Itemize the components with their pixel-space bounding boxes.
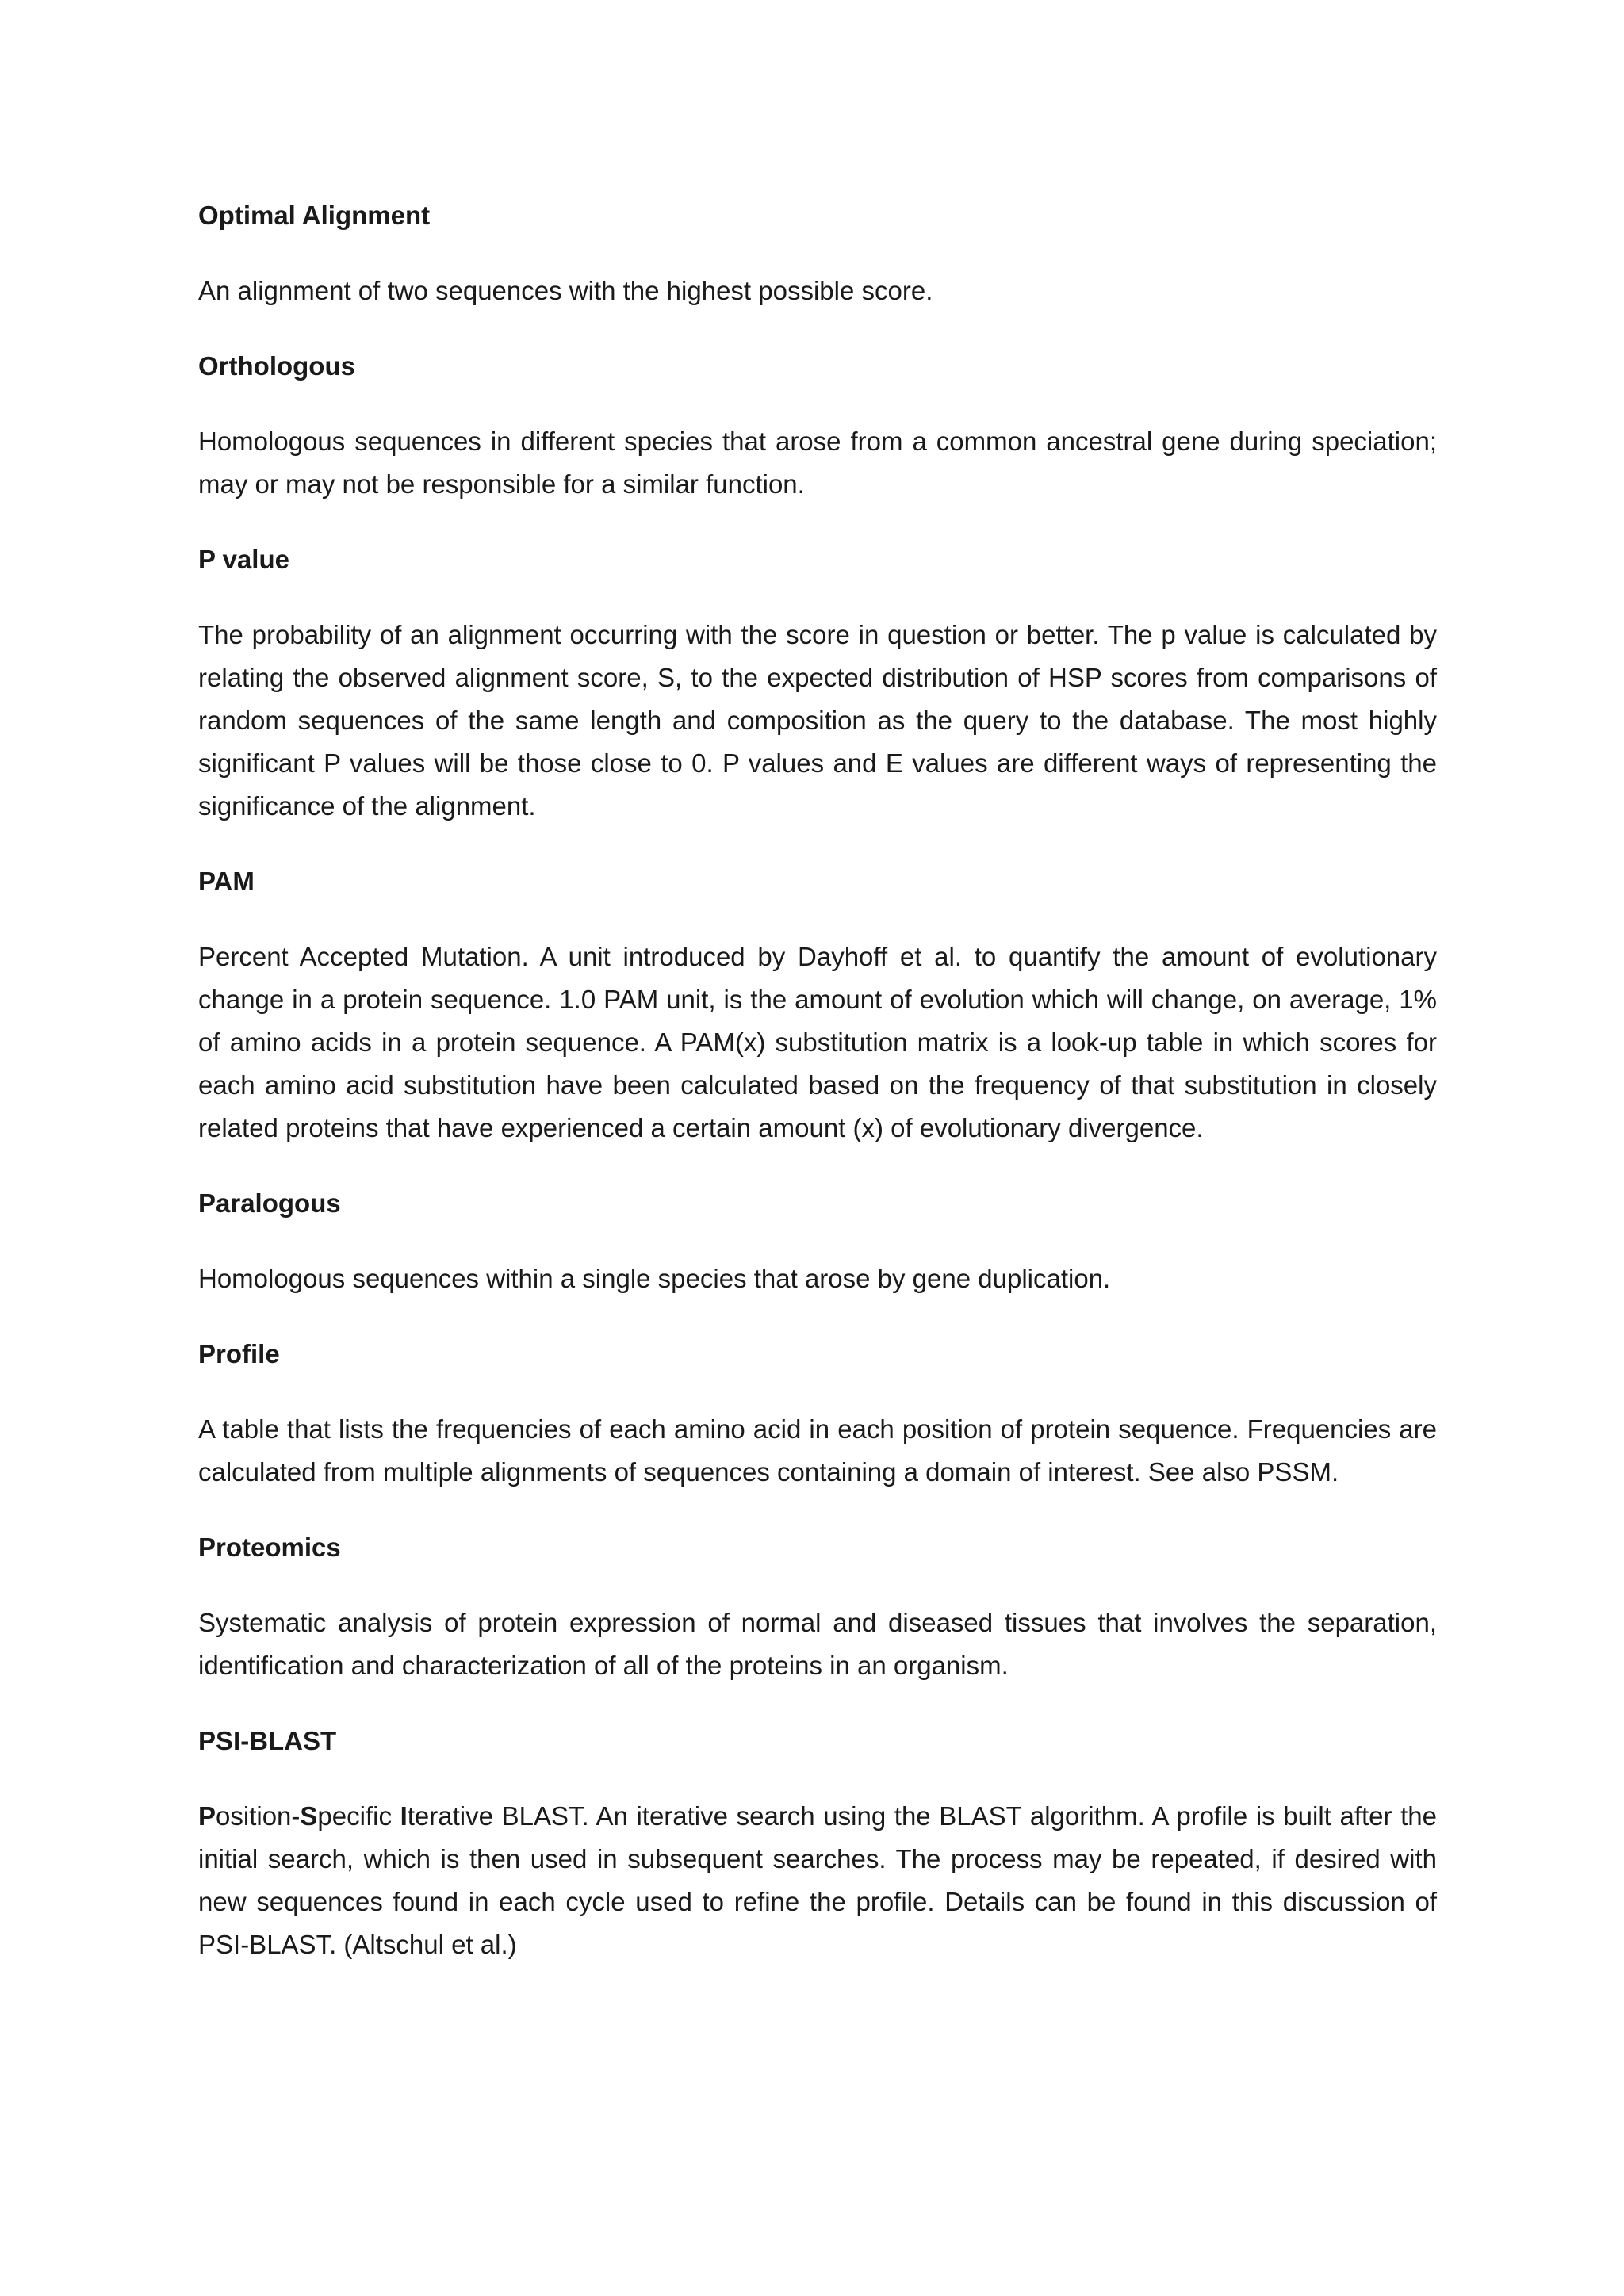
glossary-entry-orthologous: [198, 350, 1437, 506]
definition-text: terative BLAST. An iterative search using the BLAST algorithm. A profile is built after the initial search, which is then used in subsequent searches. The process may be repeated, if desired with new sequences found in each cycle used to refine the profile. Details can be found in this discussion of PSI-BLAST. (Altschul et al.): [198, 1801, 1437, 1959]
acronym-letter-p: P: [198, 1801, 216, 1831]
glossary-entry-paralogous: [198, 1188, 1437, 1300]
glossary-entry-pam: [198, 866, 1437, 1150]
acronym-letter-i: I: [400, 1801, 408, 1831]
glossary-entry-psi-blast: [198, 1725, 1437, 1966]
term-heading: Paralogous: [198, 1188, 341, 1218]
term-heading: P value: [198, 545, 289, 574]
term-definition: Systematic analysis of protein expression of normal and diseased tissues that involves the separation, identification and characterization of all of the proteins in an organism.: [198, 1608, 1437, 1680]
term-definition: Percent Accepted Mutation. A unit introduced by Dayhoff et al. to quantify the amount of evolutionary change in a protein sequence. 1.0 PAM unit, is the amount of evolution which will change, on average, 1% of amino acids in a protein sequence. A PAM(x) substitution matrix is a look-up table in which scores for each amino acid substitution have been calculated based on the frequency of that substitution in closely related proteins that have experienced a certain amount (x) of evolutionary divergence.: [198, 942, 1437, 1142]
term-heading: Orthologous: [198, 351, 355, 381]
glossary-entry-p-value: [198, 544, 1437, 828]
glossary-entry-profile: [198, 1338, 1437, 1494]
acronym-letter-s: S: [300, 1801, 318, 1831]
glossary-entry-proteomics: [198, 1532, 1437, 1687]
term-definition: Homologous sequences within a single species that arose by gene duplication.: [198, 1264, 1111, 1293]
term-heading: Proteomics: [198, 1533, 341, 1562]
glossary-page: [198, 200, 1437, 2004]
definition-text: osition-: [216, 1801, 301, 1831]
definition-text: pecific: [317, 1801, 400, 1831]
term-definition: [198, 1795, 1437, 1966]
term-definition: An alignment of two sequences with the highest possible score.: [198, 276, 933, 305]
term-heading: Profile: [198, 1339, 280, 1368]
term-definition: Homologous sequences in different species that arose from a common ancestral gene during speciation; may or may not be responsible for a similar function.: [198, 427, 1437, 499]
term-heading: PAM: [198, 867, 255, 896]
term-definition: A table that lists the frequencies of each amino acid in each position of protein sequence. Frequencies are calculated from multiple alignments of sequences containing a domain of interest. See also PSSM.: [198, 1414, 1437, 1487]
glossary-entry-optimal-alignment: [198, 200, 1437, 312]
term-definition: The probability of an alignment occurring with the score in question or better. The p value is calculated by relating the observed alignment score, S, to the expected distribution of HSP scores from comparisons of random sequences of the same length and composition as the query to the database. The most highly significant P values will be those close to 0. P values and E values are different ways of representing the significance of the alignment.: [198, 620, 1437, 821]
term-heading: PSI-BLAST: [198, 1726, 337, 1755]
term-heading: Optimal Alignment: [198, 201, 431, 230]
